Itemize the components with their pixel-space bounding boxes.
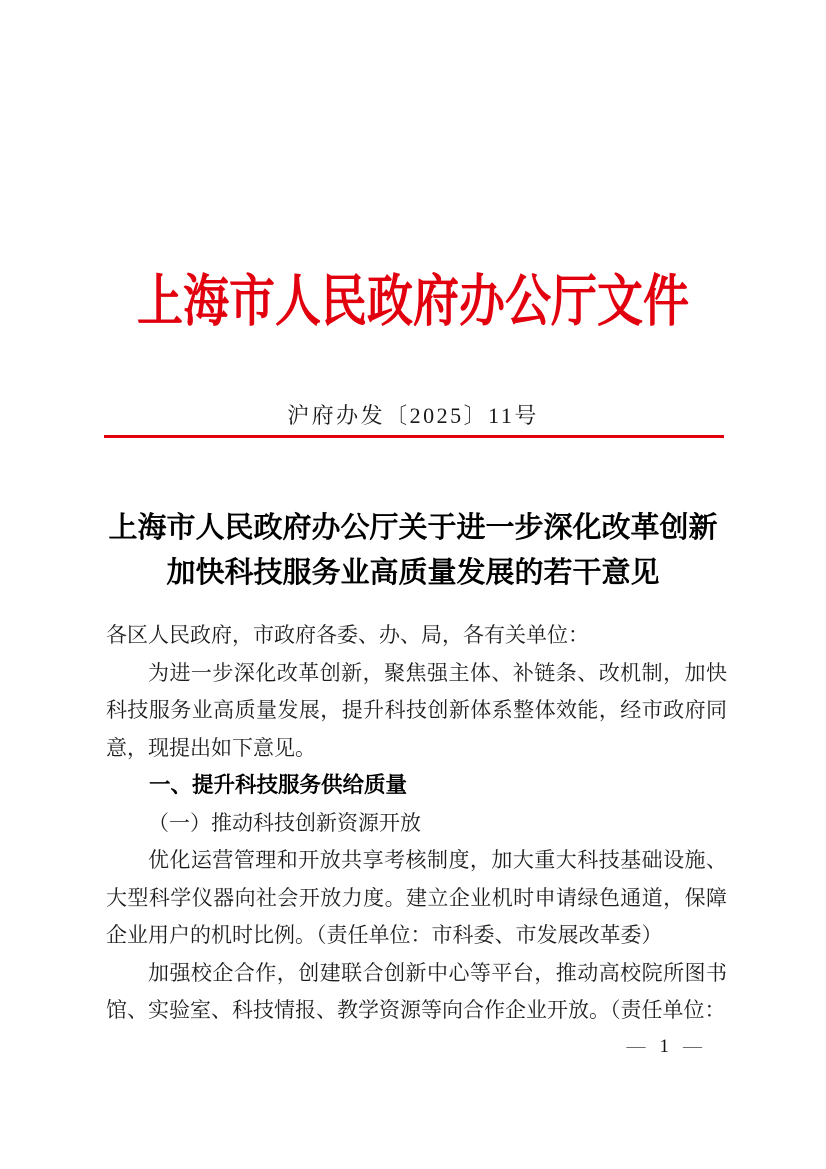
red-divider-line <box>104 435 724 438</box>
page-number-value: 1 <box>659 1036 669 1057</box>
page-number-right-dash: — <box>683 1036 702 1057</box>
document-title-line-2: 加快科技服务业高质量发展的若干意见 <box>166 557 660 589</box>
document-body <box>106 617 727 1030</box>
page-number-footer <box>0 1036 826 1058</box>
paragraph-school-enterprise-cooperation: 加强校企合作，创建联合创新中心等平台，推动高校院所图书馆、实验室、科技情报、教学资源等向合作企业开放。（责任单位： <box>106 960 727 1022</box>
document-title-line-1: 上海市人民政府办公厅关于进一步深化改革创新 <box>108 512 718 544</box>
salutation-line: 各区人民政府，市政府各委、办、局，各有关单位： <box>106 623 589 647</box>
page-number-left-dash: — <box>626 1036 646 1057</box>
paragraph-resource-opening: 优化运营管理和开放共享考核制度，加大重大科技基础设施、大型科学仪器向社会开放力度。建立企业机时申请绿色通道，保障企业用户的机时比例。（责任单位：市科委、市发展改革委） <box>106 848 727 947</box>
document-number: 沪府办发〔2025〕11号 <box>287 403 539 428</box>
section-1-heading: 一、提升科技服务供给质量 <box>149 773 408 797</box>
document-title <box>0 506 826 596</box>
red-banner-title: 上海市人民政府办公厅文件 <box>137 270 689 333</box>
intro-paragraph: 为进一步深化改革创新，聚焦强主体、补链条、改机制，加快科技服务业高质量发展，提升科技创新体系整体效能，经市政府同意，现提出如下意见。 <box>106 660 727 760</box>
section-1-subheading-1: （一）推动科技创新资源开放 <box>148 810 421 835</box>
